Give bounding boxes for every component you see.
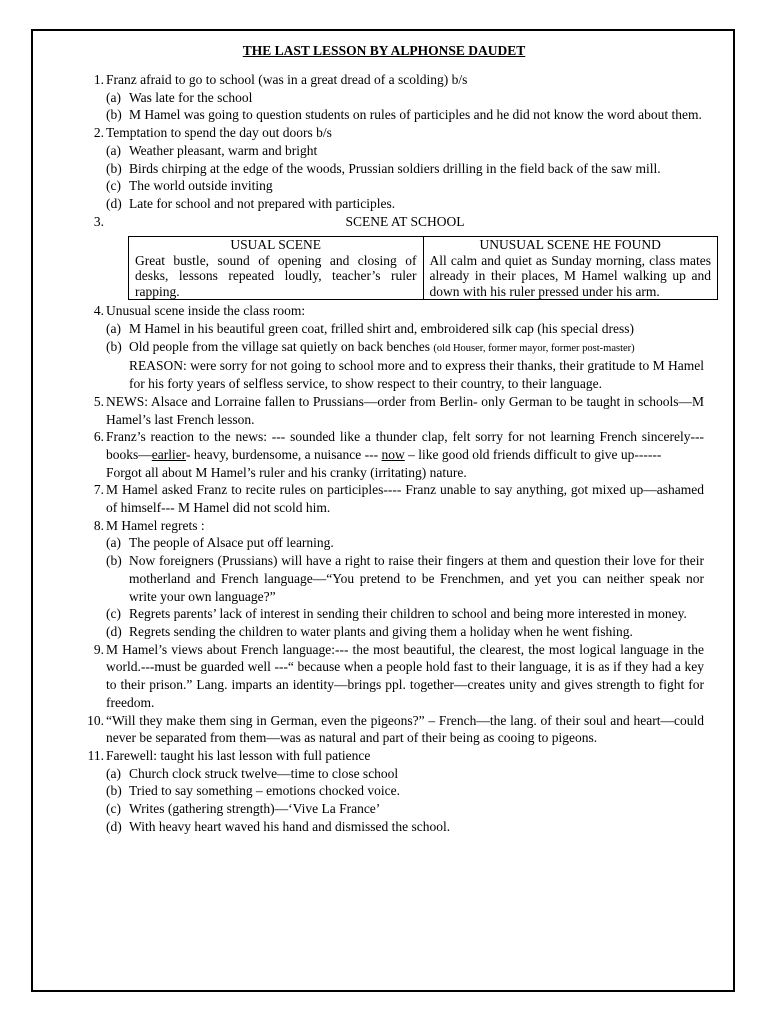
unusual-scene-text: All calm and quiet as Sunday morning, class mates already in their places, M Hamel walking up and down with his ruler pressed under his arm.	[429, 252, 711, 299]
sub-item: (a) Was late for the school	[106, 89, 253, 105]
sub-item: (d) Regrets sending the children to water plants and giving them a holiday when he went fishing.	[106, 623, 633, 639]
page-title: THE LAST LESSON BY ALPHONSE DAUDET	[242, 43, 526, 58]
list-item-6: 6. Franz’s reaction to the news: --- sounded like a thunder clap, felt sorry for not learning French sincerely--- books—earlier- heavy, burdensome, a nuisance --- now – like good old friends difficult to give up------ Forgot all about M Hamel’s ruler and his cranky (irritating) nature.	[93, 429, 704, 480]
sub-item: (b) Tried to say something – emotions chocked voice.	[106, 783, 400, 799]
list-item-2: 2. Temptation to spend the day out doors b/s (a) Weather pleasant, warm and bright (b) Birds chirping at the edge of the woods, Prussian soldiers drilling in the field back of the saw mill. (c) The world outside inviting (d) Late for school and not prepared with participles.	[80, 124, 704, 213]
notes-content	[80, 71, 711, 835]
sub-item: (a) Church clock struck twelve—time to close school	[106, 765, 399, 781]
list-item-11: 11. Farewell: taught his last lesson with full patience (a) Church clock struck twelve—time to close school (b) Tried to say something – emotions chocked voice. (c) Writes (gathering strength)—‘Vive La France’ (d) With heavy heart waved his hand and dismissed the school.	[80, 747, 704, 836]
usual-scene-header: USUAL SCENE	[230, 237, 322, 253]
list-item-5: 5. NEWS: Alsace and Lorraine fallen to Prussians—order from Berlin- only German to be taught in schools—M Hamel’s last French lesson.	[93, 393, 704, 427]
sub-item: (a) M Hamel in his beautiful green coat, frilled shirt and, embroidered silk cap (his special dress)	[106, 321, 634, 337]
list-item-8: 8. M Hamel regrets : (a) The people of Alsace put off learning. (b) Now foreigners (Prussians) will have a right to raise their fingers at them and question their love for their motherland and French language—“You pretend to be Frenchmen, and yet you can neither speak nor write your own language?” (c) Regrets parents’ lack of interest in sending their children to school and being more interested in money. (d) Regrets sending the children to water plants and giving them a holiday when he went fishing.	[93, 517, 704, 639]
usual-scene-cell	[129, 237, 424, 300]
list-item-9: 9. M Hamel’s views about French language:--- the most beautiful, the clearest, the most logical language in the world.---must be guarded well ---“ because when a people hold fast to their language, it is as if they had a key to their prison.” Lang. imparts an identity—brings ppl. together—creates unity and gives strength to fight for freedom.	[93, 641, 704, 710]
sub-item: (d) With heavy heart waved his hand and dismissed the school.	[106, 818, 451, 834]
sub-item: (c) Writes (gathering strength)—‘Vive La France’	[106, 801, 381, 817]
sub-item: (c) Regrets parents’ lack of interest in sending their children to school and being more interested in money.	[106, 606, 687, 622]
sub-item: (d) Late for school and not prepared with participles.	[106, 195, 396, 211]
list-item-4: 4. Unusual scene inside the class room: (a) M Hamel in his beautiful green coat, frilled shirt and, embroidered silk cap (his special dress) (b) Old people from the village sat quietly on back benches (old Houser, former mayor, former post-master) REASON: were sorry for not going to school more and to express their thanks, their gratitude to M Hamel for his forty years of selfless service, to show respect to their country, to their language.	[93, 303, 704, 392]
list-item-10: 10. “Will they make them sing in German, even the pigeons?” – French—the lang. of their soul and heart—could never be separated from them—was as natural and part of their being as cooing to pigeons.	[87, 712, 704, 746]
sub-item: (b) Now foreigners (Prussians) will have a right to raise their fingers at them and question their love for their motherland and French language—“You pretend to be Frenchmen, and yet you can neither speak nor write your own language?”	[106, 553, 704, 604]
sub-item: (b) Birds chirping at the edge of the woods, Prussian soldiers drilling in the field back of the saw mill.	[106, 160, 661, 176]
sub-item: (c) The world outside inviting	[106, 178, 273, 194]
scene-heading: SCENE AT SCHOOL	[345, 213, 465, 229]
unusual-scene-cell	[423, 237, 718, 300]
sub-item: (b) M Hamel was going to question students on rules of participles and he did not know the word about them.	[106, 107, 702, 123]
scene-table	[128, 236, 718, 300]
unusual-scene-header: UNUSUAL SCENE HE FOUND	[479, 237, 661, 253]
sub-item: (a) Weather pleasant, warm and bright	[106, 142, 318, 158]
reason-text: REASON: were sorry for not going to school more and to express their thanks, their gratitude to M Hamel for his forty years of selfless service, to show respect to their country, to their language.	[129, 358, 704, 392]
sub-item: (b) Old people from the village sat quietly on back benches (old Houser, former mayor, former post-master)	[106, 338, 635, 354]
list-item-7: 7. M Hamel asked Franz to recite rules on participles---- Franz unable to say anything, got mixed up—ashamed of himself--- M Hamel did not scold him.	[93, 482, 704, 516]
list-item-3: 3. SCENE AT SCHOOL	[80, 213, 704, 231]
list-item-1: 1. Franz afraid to go to school (was in a great dread of a scolding) b/s (a) Was late for the school (b) M Hamel was going to question students on rules of participles and he did not know the word about them.	[80, 71, 704, 124]
sub-item: (a) The people of Alsace put off learning.	[106, 535, 334, 551]
usual-scene-text: Great bustle, sound of opening and closing of desks, lessons repeated loudly, teacher’s ruler rapping.	[135, 252, 417, 299]
